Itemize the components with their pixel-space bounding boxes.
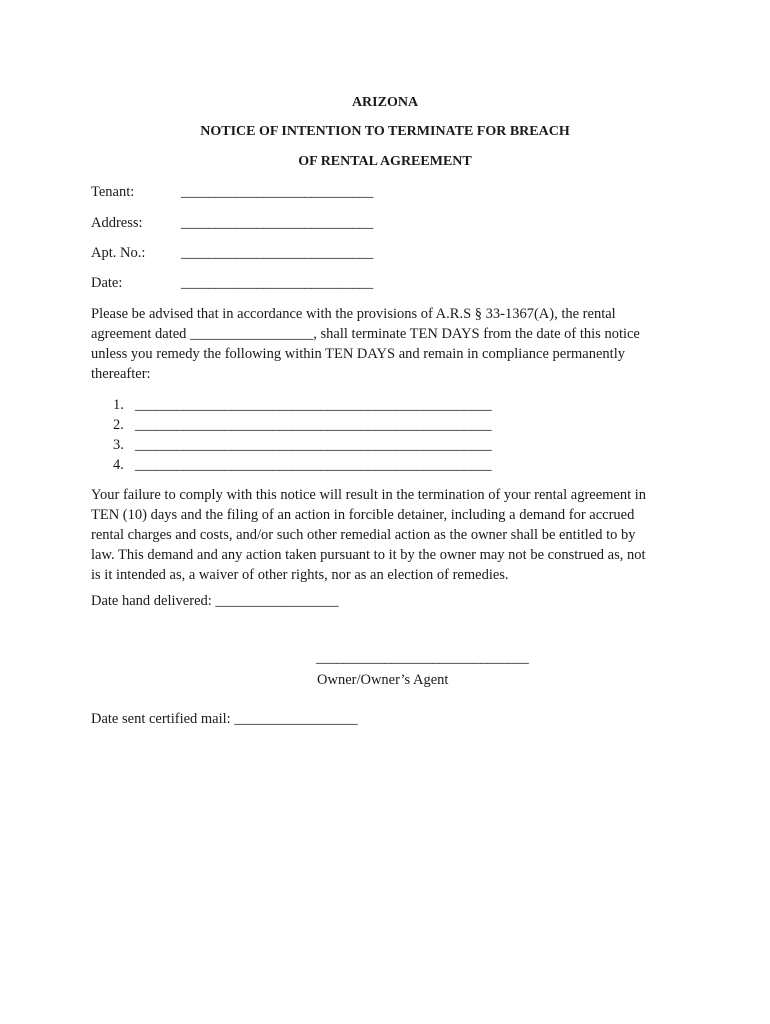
list-number: 4. [113, 457, 124, 473]
breach-list [113, 395, 491, 475]
notice-paragraph-line: thereafter: [91, 366, 151, 382]
list-blank: ____________________________________________________ [135, 457, 492, 473]
address-blank: ____________________________ [181, 215, 373, 231]
address-label: Address: [91, 215, 143, 231]
notice-paragraph-line: Please be advised that in accordance with the provisions of A.R.S § 33-1367(A), the rental [91, 306, 616, 322]
date-certified-mail: Date sent certified mail: _________________ [91, 711, 358, 727]
consequence-paragraph-line: is it intended as, a waiver of other rights, nor as an election of remedies. [91, 567, 509, 583]
consequence-paragraph [91, 485, 691, 585]
signature-line: _______________________________ [316, 650, 529, 666]
list-blank: ____________________________________________________ [135, 397, 492, 413]
tenant-field [91, 184, 411, 204]
tenant-blank: ____________________________ [181, 184, 373, 200]
apt-field [91, 245, 411, 265]
list-item [113, 435, 491, 455]
signature-label: Owner/Owner’s Agent [317, 672, 449, 688]
list-number: 1. [113, 397, 124, 413]
notice-paragraph [91, 304, 691, 384]
list-number: 2. [113, 417, 124, 433]
notice-title-line-1: NOTICE OF INTENTION TO TERMINATE FOR BREACH [200, 124, 570, 139]
tenant-label: Tenant: [91, 184, 135, 200]
consequence-paragraph-line: TEN (10) days and the filing of an action in forcible detainer, including a demand for accrued [91, 507, 635, 523]
apt-label: Apt. No.: [91, 245, 146, 261]
consequence-paragraph-line: law. This demand and any action taken pursuant to it by the owner may not be construed as, not [91, 547, 646, 563]
list-item [113, 415, 491, 435]
notice-paragraph-line: unless you remedy the following within TEN DAYS and remain in compliance permanently [91, 346, 625, 362]
list-item [113, 395, 491, 415]
state-heading: ARIZONA [351, 95, 419, 110]
list-item [113, 455, 491, 475]
list-number: 3. [113, 437, 124, 453]
notice-title-line-2: OF RENTAL AGREEMENT [298, 154, 472, 169]
date-field [91, 275, 411, 295]
notice-paragraph-line: agreement dated _________________, shall terminate TEN DAYS from the date of this notice [91, 326, 640, 342]
apt-blank: ____________________________ [181, 245, 373, 261]
date-blank: ____________________________ [181, 275, 373, 291]
list-blank: ____________________________________________________ [135, 417, 492, 433]
list-blank: ____________________________________________________ [135, 437, 492, 453]
date-hand-delivered: Date hand delivered: _________________ [91, 593, 339, 609]
consequence-paragraph-line: rental charges and costs, and/or such other remedial action as the owner shall be entitled to by [91, 527, 636, 543]
date-label: Date: [91, 275, 123, 291]
consequence-paragraph-line: Your failure to comply with this notice will result in the termination of your rental agreement in [91, 487, 647, 503]
address-field [91, 215, 411, 235]
